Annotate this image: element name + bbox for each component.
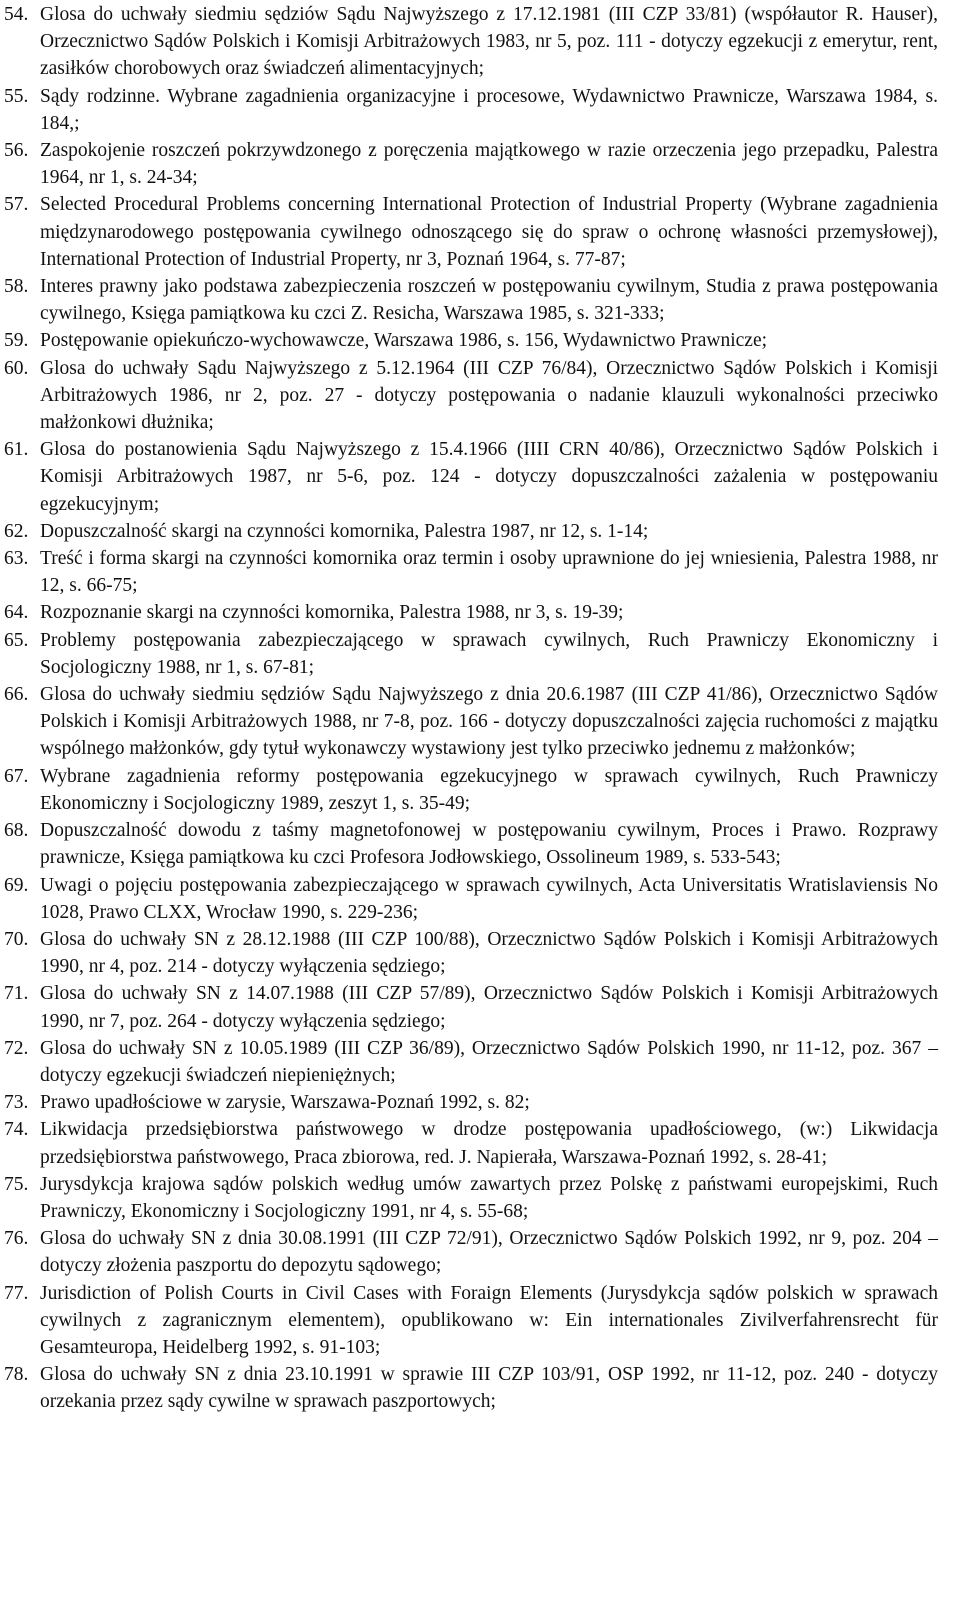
item-number: 57. — [4, 194, 29, 216]
list-item — [4, 763, 938, 817]
item-number: 77. — [4, 1282, 29, 1304]
item-text: Glosa do uchwały Sądu Najwyższego z 5.12.1964 (III CZP 76/84), Orzecznictwo Sądów Polskich i Komisji Arbitrażowych 1986, nr 2, poz. 27 - dotyczy postępowania o nadanie klauzuli wykonalności przeciwko małżonkowi dłużnika; — [40, 357, 938, 434]
item-number: 54. — [4, 4, 29, 25]
list-item — [4, 1089, 938, 1116]
list-item — [4, 1035, 938, 1089]
item-number: 74. — [4, 1119, 29, 1141]
list-item — [4, 1225, 938, 1279]
list-item — [4, 1171, 938, 1225]
list-item — [4, 980, 938, 1034]
list-item — [4, 518, 938, 545]
item-number: 61. — [4, 439, 29, 461]
item-text: Prawo upadłościowe w zarysie, Warszawa-Poznań 1992, s. 82; — [40, 1092, 530, 1114]
list-item — [4, 1280, 938, 1362]
item-text: Interes prawny jako podstawa zabezpieczenia roszczeń w postępowaniu cywilnym, Studia z prawa postępowania cywilnego, Księga pamiątkowa ku czci Z. Resicha, Warszawa 1985, s. 321-333; — [40, 276, 938, 325]
list-item — [4, 191, 938, 273]
item-number: 76. — [4, 1228, 29, 1250]
list-item — [4, 83, 938, 137]
item-number: 70. — [4, 928, 29, 950]
item-text: Selected Procedural Problems concerning International Protection of Industrial Property (Wybrane zagadnienia międzynarodowego postępowania cywilnego odnoszącego się do spraw o ochronę własności przemysłowej), International Protection of Industrial Property, nr 3, Poznań 1964, s. 77-87; — [40, 194, 938, 270]
item-number: 75. — [4, 1173, 29, 1195]
item-number: 78. — [4, 1364, 29, 1386]
item-number: 65. — [4, 629, 29, 651]
item-number: 66. — [4, 684, 29, 706]
item-text: Wybrane zagadnienia reformy postępowania egzekucyjnego w sprawach cywilnych, Ruch Prawniczy Ekonomiczny i Socjologiczny 1989, zeszyt 1, s. 35-49; — [40, 765, 938, 814]
item-text: Dopuszczalność skargi na czynności komornika, Palestra 1987, nr 12, s. 1-14; — [40, 520, 649, 542]
item-text: Treść i forma skargi na czynności komornika oraz termin i osoby uprawnione do jej wniesienia, Palestra 1988, nr 12, s. 66-75; — [40, 548, 938, 597]
list-item — [4, 327, 938, 354]
item-text: Sądy rodzinne. Wybrane zagadnienia organizacyjne i procesowe, Wydawnictwo Prawnicze, Warszawa 1984, s. 184,; — [40, 85, 938, 134]
item-text: Dopuszczalność dowodu z taśmy magnetofonowej w postępowaniu cywilnym, Proces i Prawo. Rozprawy prawnicze, Księga pamiątkowa ku czci Profesora Jodłowskiego, Ossolineum 1989, s. 533-543; — [40, 820, 938, 869]
item-number: 71. — [4, 983, 29, 1005]
item-number: 64. — [4, 602, 29, 624]
item-text: Glosa do uchwały SN z dnia 23.10.1991 w sprawie III CZP 103/91, OSP 1992, nr 11-12, poz. 240 - dotyczy orzekania przez sądy cywilne w sprawach paszportowych; — [40, 1364, 938, 1413]
item-text: Glosa do uchwały SN z 28.12.1988 (III CZP 100/88), Orzecznictwo Sądów Polskich i Komisji Arbitrażowych 1990, nr 4, poz. 214 - dotyczy wyłączenia sędziego; — [40, 928, 938, 978]
list-item — [4, 355, 938, 437]
item-number: 59. — [4, 330, 29, 352]
list-item — [4, 681, 938, 763]
item-number: 58. — [4, 276, 29, 298]
list-item — [4, 872, 938, 926]
list-item — [4, 627, 938, 681]
item-number: 63. — [4, 548, 29, 570]
list-item — [4, 599, 938, 626]
item-number: 60. — [4, 357, 29, 379]
list-item — [4, 545, 938, 599]
item-number: 68. — [4, 820, 29, 842]
item-text: Glosa do uchwały siedmiu sędziów Sądu Najwyższego z dnia 20.6.1987 (III CZP 41/86), Orzecznictwo Sądów Polskich i Komisji Arbitrażowych 1988, nr 7-8, poz. 166 - dotyczy dopuszczalności zajęcia ruchomości z majątku wspólnego małżonków, gdy tytuł wykonawczy wystawiony jest tylko przeciwko jednemu z małżonków; — [40, 684, 938, 760]
item-number: 56. — [4, 140, 29, 162]
list-item — [4, 273, 938, 327]
item-text: Glosa do postanowienia Sądu Najwyższego z 15.4.1966 (IIII CRN 40/86), Orzecznictwo Sądów Polskich i Komisji Arbitrażowych 1987, nr 5-6, poz. 124 - dotyczy dopuszczalności zażalenia w postępowaniu egzekucyjnym; — [40, 439, 938, 515]
item-text: Postępowanie opiekuńczo-wychowawcze, Warszawa 1986, s. 156, Wydawnictwo Prawnicze; — [40, 330, 768, 352]
list-item — [4, 926, 938, 980]
list-item — [4, 436, 938, 518]
item-text: Glosa do uchwały SN z dnia 30.08.1991 (III CZP 72/91), Orzecznictwo Sądów Polskich 1992, nr 9, poz. 204 – dotyczy złożenia paszportu do depozytu sądowego; — [40, 1228, 938, 1277]
item-number: 67. — [4, 765, 29, 787]
item-number: 73. — [4, 1092, 29, 1114]
item-text: Jurysdykcja krajowa sądów polskich według umów zawartych przez Polskę z państwami europejskimi, Ruch Prawniczy, Ekonomiczny i Socjologiczny 1991, nr 4, s. 55-68; — [40, 1173, 938, 1222]
item-number: 62. — [4, 520, 29, 542]
item-text: Zaspokojenie roszczeń pokrzywdzonego z poręczenia majątkowego w razie orzeczenia jego przepadku, Palestra 1964, nr 1, s. 24-34; — [40, 140, 938, 189]
item-text: Glosa do uchwały SN z 10.05.1989 (III CZP 36/89), Orzecznictwo Sądów Polskich 1990, nr 11-12, poz. 367 – dotyczy egzekucji świadczeń niepieniężnych; — [40, 1037, 938, 1086]
list-item — [4, 817, 938, 871]
item-number: 72. — [4, 1037, 29, 1059]
list-item — [4, 137, 938, 191]
list-item — [4, 1361, 938, 1415]
item-number: 69. — [4, 874, 29, 896]
item-text: Jurisdiction of Polish Courts in Civil Cases with Foraign Elements (Jurysdykcja sądów polskich w sprawach cywilnych z zagranicznym elementem), opublikowano w: Ein internationales Zivilverfahrensrecht für Gesamteuropa, Heidelberg 1992, s. 91-103; — [40, 1282, 938, 1358]
item-text: Rozpoznanie skargi na czynności komornika, Palestra 1988, nr 3, s. 19-39; — [40, 602, 624, 624]
list-item — [4, 1, 938, 83]
item-text: Uwagi o pojęciu postępowania zabezpieczającego w sprawach cywilnych, Acta Universitatis Wratislaviensis No 1028, Prawo CLXX, Wrocław 1990, s. 229-236; — [40, 874, 938, 923]
item-text: Problemy postępowania zabezpieczającego w sprawach cywilnych, Ruch Prawniczy Ekonomiczny i Socjologiczny 1988, nr 1, s. 67-81; — [40, 629, 938, 678]
item-text: Glosa do uchwały SN z 14.07.1988 (III CZP 57/89), Orzecznictwo Sądów Polskich i Komisji Arbitrażowych 1990, nr 7, poz. 264 - dotyczy wyłączenia sędziego; — [40, 983, 938, 1032]
list-item — [4, 1116, 938, 1170]
item-text: Likwidacja przedsiębiorstwa państwowego w drodze postępowania upadłościowego, (w:) Likwidacja przedsiębiorstwa państwowego, Praca zbiorowa, red. J. Napierała, Warszawa-Poznań 1992, s. 28-41; — [40, 1119, 938, 1168]
item-number: 55. — [4, 85, 29, 107]
item-text: Glosa do uchwały siedmiu sędziów Sądu Najwyższego z 17.12.1981 (III CZP 33/81) (współautor R. Hauser), Orzecznictwo Sądów Polskich i Komisji Arbitrażowych 1983, nr 5, poz. 111 - dotyczy egzekucji z emerytur, rent, zasiłków chorobowych oraz świadczeń alimentacyjnych; — [40, 4, 938, 80]
